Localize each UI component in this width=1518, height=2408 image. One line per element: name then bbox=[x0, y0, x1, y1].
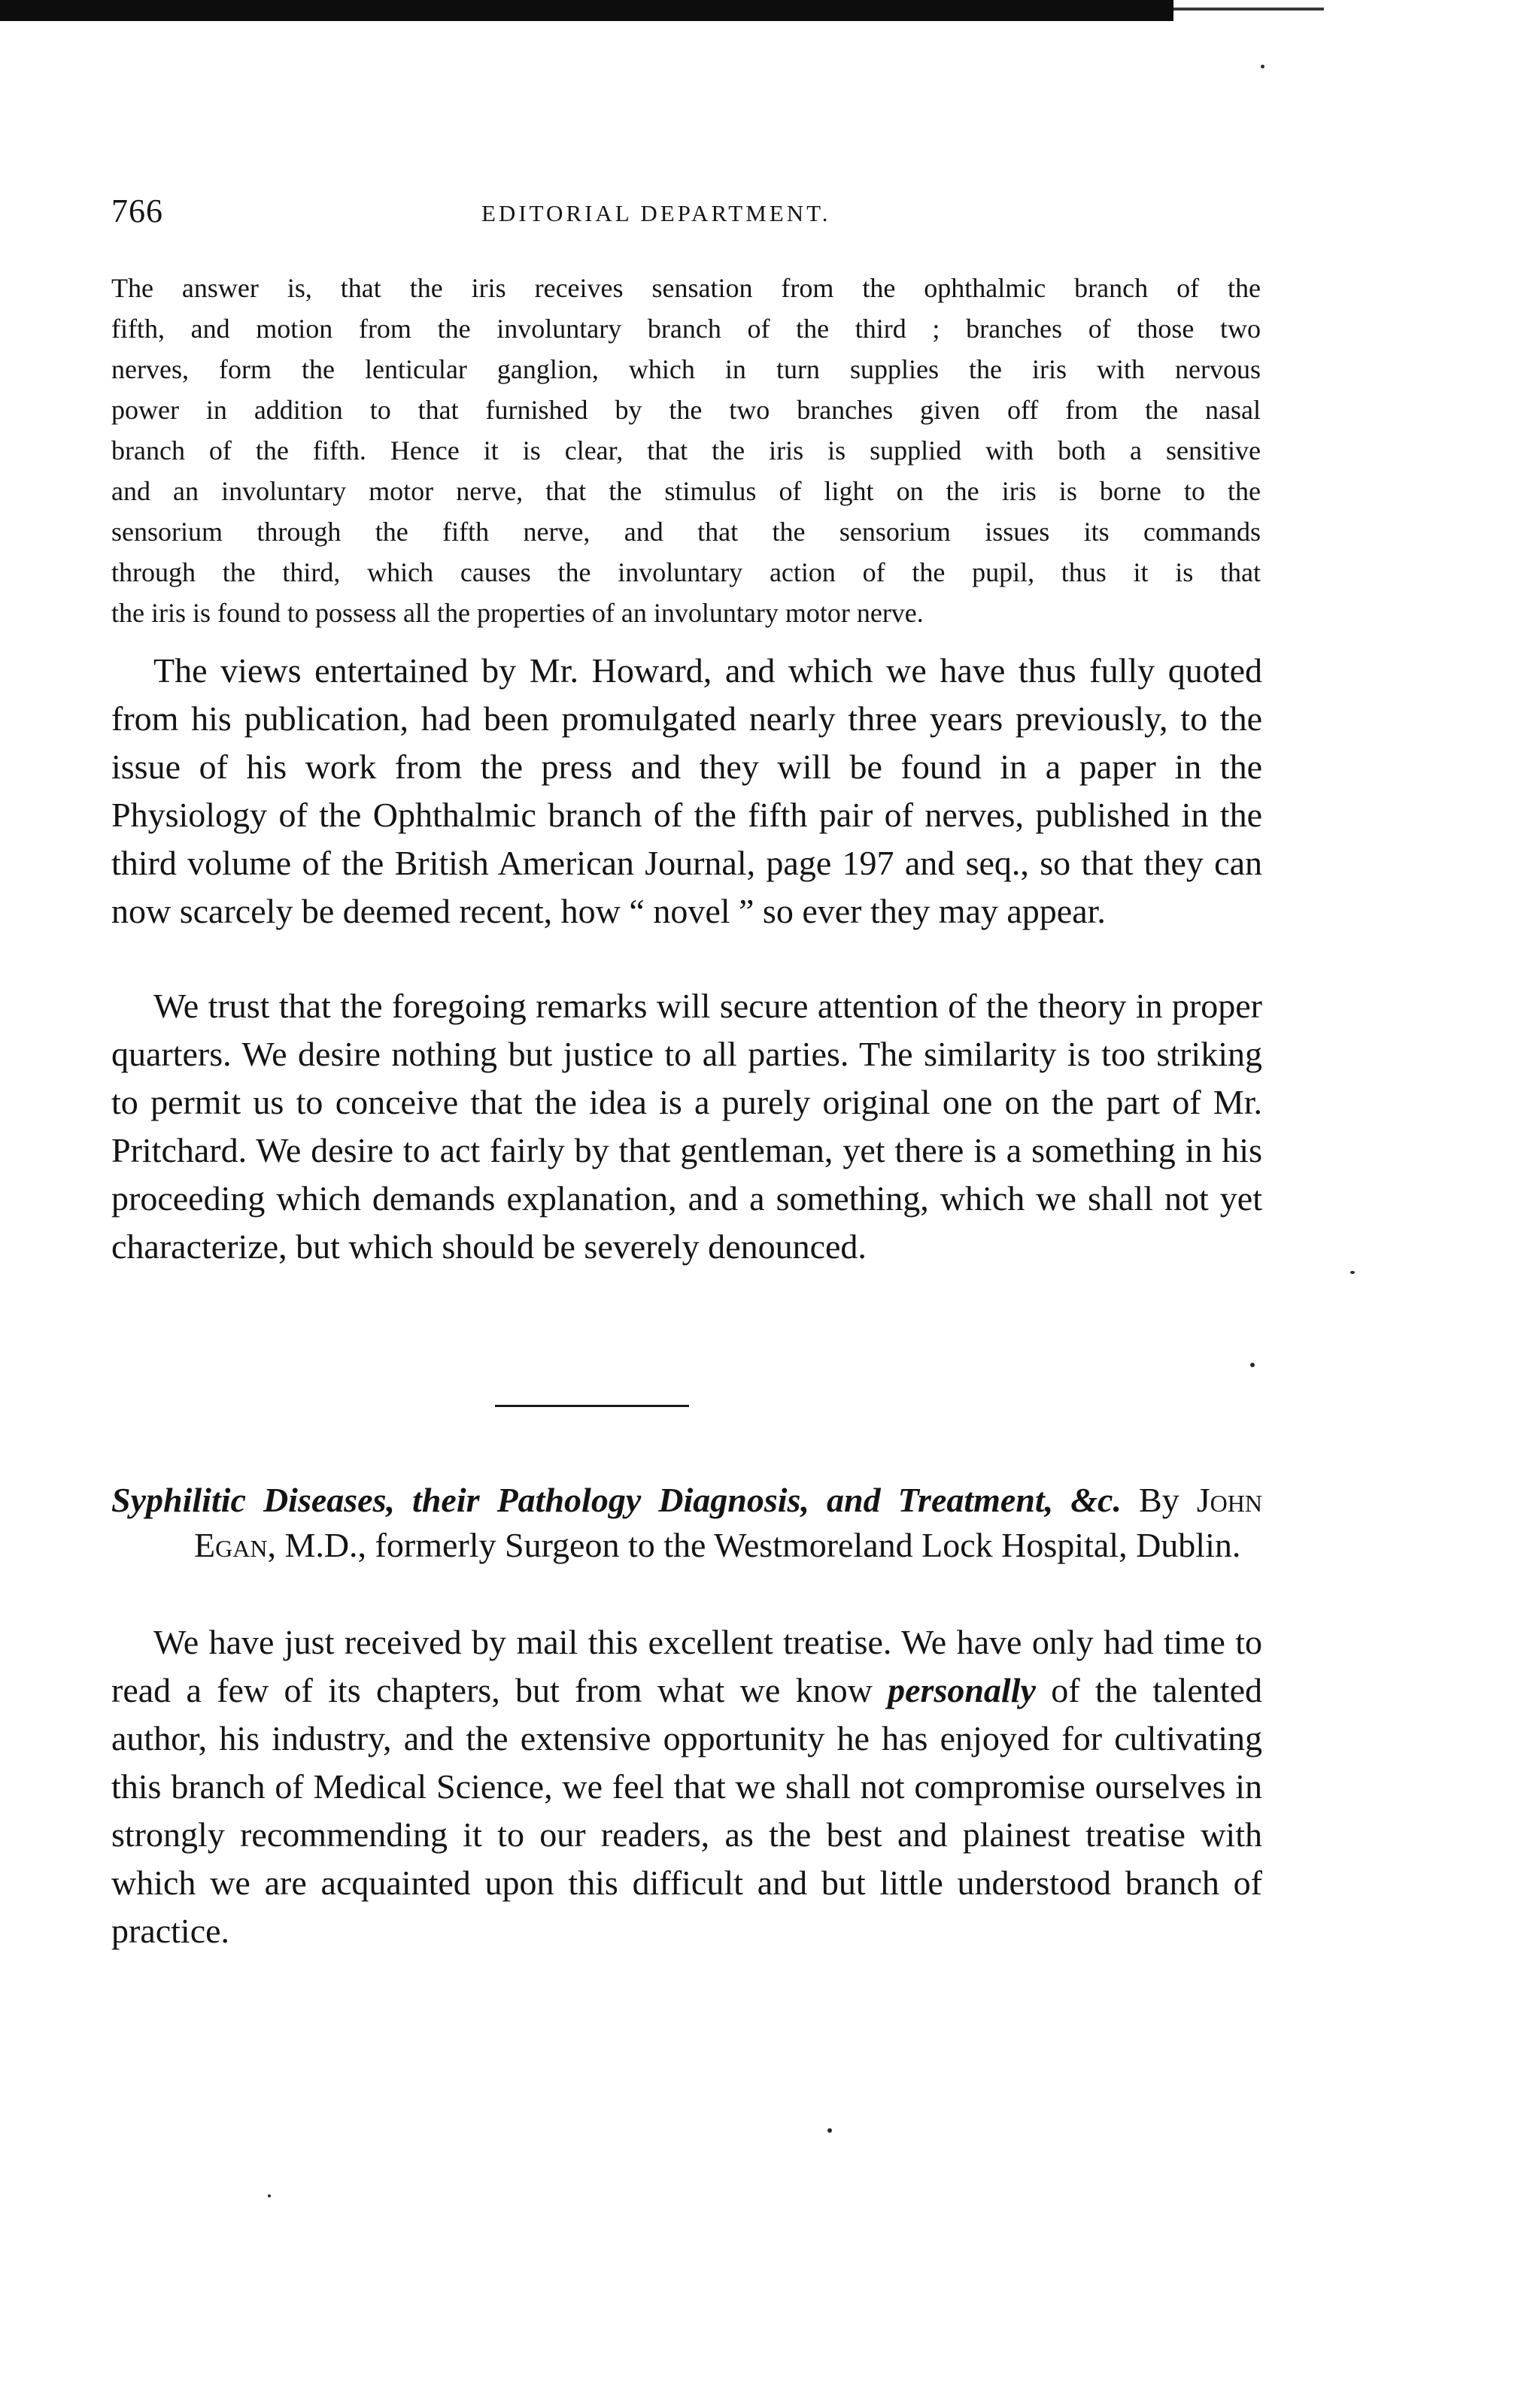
scan-edge-bar bbox=[0, 0, 1173, 21]
by-word: By bbox=[1139, 1481, 1179, 1519]
quote-line: nerves, form the lenticular ganglion, which in turn supplies the iris with nervous bbox=[111, 354, 1261, 384]
quote-line: and an involuntary motor nerve, that the stimulus of light on the iris is borne to the bbox=[111, 476, 1261, 506]
book-title: Syphilitic Diseases, their Pathology Diagnosis, and Treatment, &c. bbox=[111, 1481, 1122, 1519]
quote-line: fifth, and motion from the involuntary branch of the third ; branches of those two bbox=[111, 314, 1261, 344]
scan-speck bbox=[1250, 1363, 1255, 1367]
review-heading bbox=[111, 1478, 1262, 1568]
scan-speck bbox=[1350, 1271, 1355, 1274]
running-head: EDITORIAL DEPARTMENT. bbox=[481, 200, 831, 226]
block-quote bbox=[111, 268, 1261, 633]
quote-line: through the third, which causes the involuntary action of the pupil, thus it is that bbox=[111, 557, 1261, 587]
section-divider bbox=[495, 1405, 689, 1407]
quote-line: The answer is, that the iris receives sensation from the ophthalmic branch of the bbox=[111, 273, 1261, 303]
quote-line: power in addition to that furnished by the two branches given off from the nasal bbox=[111, 395, 1261, 425]
body-paragraph: The views entertained by Mr. Howard, and which we have thus fully quoted from his publication, had been promulgated nearly three years previously, to the issue of his work from the press and they will be found in a paper in the Physiology of the Ophthalmic branch of the fifth pair of nerves, published in the third volume of the British American Journal, page 197 and seq., so that they can now scarcely be deemed recent, how “ novel ” so ever they may appear. bbox=[111, 651, 1262, 930]
review-paragraph: We have just received by mail this excellent treatise. We have only had time to read a few of its chapters, but from what we know personally of the talented author, his industry, and the extensive opportunity he has enjoyed for cultivating this branch of Medical Science, we feel that we shall not compromise ourselves in strongly recommending it to our readers, as the best and plainest treatise with which we are acquainted upon this difficult and but little understood branch of practice. bbox=[111, 1623, 1262, 1950]
scan-speck bbox=[827, 2128, 832, 2133]
emphasized-word: personally bbox=[888, 1671, 1036, 1709]
body-paragraph: We trust that the foregoing remarks will secure attention of the theory in proper quarters. We desire nothing but justice to all parties. The similarity is too striking to permit us to conceive that the idea is a purely original one on the part of Mr. Pritchard. We desire to act fairly by that gentleman, yet there is a something in his proceeding which demands explanation, and a something, which we shall not yet characterize, but which should be severely denounced. bbox=[111, 987, 1262, 1266]
scan-edge-bar-tail bbox=[1173, 8, 1324, 11]
scan-speck bbox=[268, 2194, 271, 2197]
quote-line: the iris is found to possess all the properties of an involuntary motor nerve. bbox=[111, 598, 924, 628]
quote-line: sensorium through the fifth nerve, and that the sensorium issues its commands bbox=[111, 517, 1261, 547]
scan-speck bbox=[1261, 65, 1264, 68]
page-number: 766 bbox=[111, 193, 163, 229]
author-details: , M.D., formerly Surgeon to the Westmoreland Lock Hospital, Dublin. bbox=[267, 1526, 1241, 1564]
book-author: John Egan bbox=[194, 1481, 1263, 1564]
quote-line: branch of the fifth. Hence it is clear, that the iris is supplied with both a sensitive bbox=[111, 435, 1261, 466]
